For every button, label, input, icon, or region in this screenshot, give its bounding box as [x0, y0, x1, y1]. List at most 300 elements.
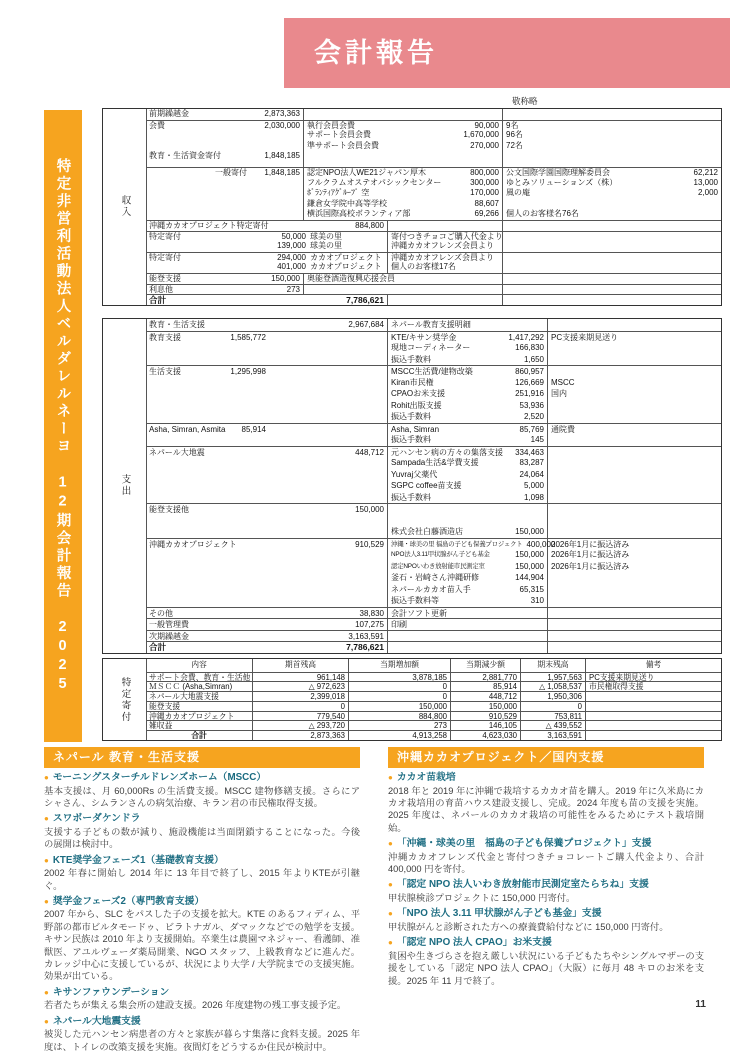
remark-cell: [503, 294, 721, 305]
remark-amount: [714, 121, 718, 131]
table-row: [103, 469, 721, 481]
remark-amount: [714, 549, 718, 561]
amount-value: [262, 400, 266, 412]
bullet-icon: [388, 938, 393, 947]
increase-cell: 150,000: [349, 701, 451, 711]
item-cell: [146, 130, 304, 141]
table-row: [103, 178, 721, 189]
remark-name: PC支援来期見送り: [551, 332, 619, 342]
remark-amount: [714, 457, 718, 469]
remark-amount: [714, 377, 718, 389]
remark-amount: [714, 209, 718, 220]
detail-amount: [540, 631, 544, 642]
table-row: [103, 331, 721, 343]
detail-cell: [388, 252, 503, 263]
item-cell: [146, 388, 388, 400]
income-vertical-label: 収入: [103, 109, 147, 305]
detail-amount: 270,000: [470, 140, 499, 150]
detail-name: 執行会員会費: [307, 120, 355, 130]
detail-name: Rohit出版支援: [391, 400, 442, 410]
note-cell: 市民権取得支援: [586, 681, 721, 691]
detail-cell: [388, 584, 548, 596]
note-cell: [586, 701, 721, 711]
sub-label: 球美の里: [310, 231, 342, 241]
detail-name: SGPC coffee苗支援: [391, 481, 462, 490]
amount-value: [262, 434, 266, 446]
table-row: [103, 252, 721, 263]
table-row: [103, 262, 721, 273]
detail-name: 横浜国際高校ボランティア部: [307, 209, 411, 219]
amount-value: 50,000: [281, 231, 306, 241]
table-row: [103, 209, 721, 220]
opening-balance-cell: 0: [253, 701, 349, 711]
table-row: [103, 572, 721, 584]
table-row: [103, 730, 721, 740]
remark-cell: [548, 331, 721, 343]
remark-cell: [503, 151, 721, 162]
table-row: [103, 109, 721, 120]
detail-amount: 88,607: [474, 198, 499, 208]
table-row: [103, 561, 721, 573]
support-item: [388, 908, 704, 933]
remark-cell: [548, 526, 721, 538]
remark-cell: [548, 630, 721, 642]
remark-amount: [714, 572, 718, 584]
table-row: [103, 400, 721, 412]
remark-amount: [714, 561, 718, 573]
detail-amount: 334,463: [515, 447, 544, 457]
table-row: [103, 411, 721, 423]
item-label: 教育・生活支援: [149, 320, 205, 329]
table-row: [103, 188, 721, 199]
detail-cell: [388, 331, 548, 343]
amount-value: 910,529: [355, 539, 384, 549]
amount-value: 1,295,998: [230, 367, 266, 376]
detail-cell: [388, 400, 548, 412]
table-row: [103, 701, 721, 711]
content-cell: 合計: [146, 730, 253, 740]
opening-balance-cell: 期首残高: [253, 659, 349, 672]
remark-amount: [714, 411, 718, 423]
item-label: Asha, Simran, Asmita: [149, 424, 226, 434]
detail-name: KTE/キサン奨学金: [391, 332, 457, 342]
detail-amount: 150,000: [515, 561, 544, 571]
detail-amount: 400,000: [526, 539, 556, 549]
item-cell: [146, 457, 388, 469]
detail-amount: 251,916: [515, 389, 544, 398]
table-row: [103, 151, 721, 162]
table-row: [103, 388, 721, 400]
item-cell: [146, 492, 388, 504]
remark-cell: [503, 109, 721, 120]
detail-cell: [388, 607, 548, 619]
sidebar-vertical-title: 特定非営利活動法人ベルダレルネーヨ 12期会計報告 2025: [54, 157, 71, 695]
detail-name: NPO法人3.11甲状腺がん子ども基金: [391, 551, 490, 558]
table-row: [103, 526, 721, 538]
detail-amount: 1,650: [523, 354, 544, 364]
detail-name: サポート会員会費: [307, 130, 371, 140]
support-item: [44, 1016, 360, 1053]
table-row: [103, 480, 721, 492]
remark-name: MSCC: [551, 377, 575, 387]
table-row: [103, 630, 721, 642]
remark-cell: [503, 252, 721, 263]
remark-cell: [548, 549, 721, 561]
item-cell: [146, 178, 304, 189]
detail-amount: [495, 241, 499, 252]
remark-cell: [548, 538, 721, 550]
remark-name: 2026年1月に振込済み: [551, 561, 630, 571]
detail-name: 振込手数料: [391, 435, 431, 444]
table-row: [103, 365, 721, 377]
detail-cell: [388, 262, 503, 273]
detail-amount: [540, 608, 544, 619]
remark-cell: [503, 231, 721, 242]
table-row: [103, 319, 721, 331]
detail-cell: [388, 492, 548, 504]
support-item-title: キサンファウンデーション: [52, 986, 170, 998]
remark-cell: [548, 400, 721, 412]
support-item-heading: [44, 855, 360, 868]
remark-amount: [714, 424, 718, 435]
content-cell: サポート会費、教育・生活他: [146, 672, 253, 682]
increase-cell: 当期増加額: [349, 659, 451, 672]
amount-value: [380, 549, 384, 561]
detail-cell: [388, 220, 503, 231]
item-cell: [146, 284, 304, 295]
opening-balance-cell: △ 293,720: [253, 720, 349, 730]
item-label: 一般管理費: [149, 620, 189, 629]
note-cell: [586, 691, 721, 701]
support-item-title: 「沖縄・球美の里 福島の子ども保養プロジェクト」支援: [396, 838, 652, 850]
detail-name: 準サポート会員会費: [307, 140, 379, 150]
table-row: [103, 457, 721, 469]
support-item-title: 奨学金フェーズ2（専門教育支援）: [52, 895, 205, 907]
detail-cell: [388, 641, 548, 653]
detail-amount: 170,000: [470, 188, 499, 198]
remark-amount: [714, 469, 718, 481]
detail-name: 印刷: [391, 620, 407, 629]
amount-value: 2,030,000: [264, 120, 300, 130]
item-cell: [146, 262, 388, 273]
detail-amount: [540, 619, 544, 630]
item-cell: [146, 209, 304, 220]
detail-amount: [540, 504, 544, 515]
support-item-title: KTE奨学金フェーズ1（基礎教育支援）: [52, 854, 224, 866]
detail-cell: [388, 549, 548, 561]
detail-cell: [304, 109, 503, 120]
remark-cell: [548, 446, 721, 458]
amount-value: 139,000: [277, 241, 306, 251]
item-cell: [146, 561, 388, 573]
amount-value: 448,712: [355, 447, 384, 457]
table-row: [103, 130, 721, 141]
opening-balance-cell: 961,148: [253, 672, 349, 682]
amount-value: 2,967,684: [348, 320, 384, 329]
item-label: 前期繰越金: [149, 109, 189, 118]
bullet-icon: [44, 856, 49, 865]
remark-amount: [714, 241, 718, 252]
detail-amount: [495, 253, 499, 263]
detail-cell: [388, 342, 548, 354]
remark-amount: [714, 199, 718, 210]
remark-amount: [714, 388, 718, 400]
item-cell: [146, 109, 304, 120]
remark-cell: [548, 618, 721, 630]
opening-balance-cell: 779,540: [253, 711, 349, 721]
note-cell: [586, 730, 721, 740]
detail-amount: 83,287: [519, 458, 544, 467]
table-row: [103, 549, 721, 561]
remark-name: 公文国際学園国際理解委員会: [506, 167, 610, 177]
decrease-cell: 4,623,030: [451, 730, 521, 740]
remark-cell: [548, 515, 721, 527]
item-cell: [146, 188, 304, 199]
support-item-heading: [388, 908, 704, 921]
decrease-cell: 85,914: [451, 681, 521, 691]
support-item-title: カカオ苗栽培: [396, 772, 456, 783]
item-cell: [146, 446, 388, 458]
support-item-heading: [388, 772, 704, 785]
support-item-body: 被災した元ハンセン病患者の方々と家族が暮らす集落に食料支援。2025 年度は、トイレの改築支援を実施。夜間灯をどうするか住民が検討中。: [44, 1029, 360, 1052]
bullet-icon: [44, 773, 49, 782]
amount-value: 3,163,591: [348, 631, 384, 641]
remark-cell: [503, 220, 721, 231]
item-cell: [146, 120, 304, 131]
remark-cell: [548, 607, 721, 619]
remark-cell: [548, 480, 721, 492]
designated-donation-table: [102, 658, 722, 741]
sub-label: 球美の里: [310, 241, 342, 251]
item-cell: [146, 331, 388, 343]
item-cell: [146, 641, 388, 653]
amount-value: [262, 411, 266, 423]
remark-cell: [503, 284, 721, 295]
detail-amount: 310: [530, 596, 544, 605]
detail-cell: [304, 209, 503, 220]
table-row: [103, 294, 721, 305]
remark-amount: [714, 295, 718, 305]
remark-cell: [548, 469, 721, 481]
remark-amount: [714, 400, 718, 412]
remark-cell: [503, 262, 721, 273]
honorific-note: 敬称略: [512, 96, 538, 106]
detail-cell: [388, 365, 548, 377]
item-cell: [146, 220, 388, 231]
item-label: 能登支援: [149, 273, 181, 283]
remark-amount: [714, 109, 718, 120]
detail-amount: 5,000: [523, 481, 544, 490]
remark-amount: [714, 504, 718, 515]
content-cell: 雑収益: [146, 720, 253, 730]
detail-name: 奥能登酒造復興応援会員: [307, 273, 395, 283]
item-cell: [146, 515, 388, 527]
remark-amount: [714, 526, 718, 538]
bullet-icon: [388, 909, 393, 918]
detail-name: ネパールカカオ苗入手: [391, 584, 471, 594]
remark-cell: [548, 388, 721, 400]
item-cell: [146, 319, 388, 331]
bullet-icon: [388, 880, 393, 889]
remark-cell: [548, 595, 721, 607]
amount-value: [380, 457, 384, 469]
detail-amount: [540, 515, 544, 527]
support-item-heading: [44, 1016, 360, 1029]
increase-cell: 273: [349, 720, 451, 730]
item-cell: [146, 538, 388, 550]
increase-cell: 0: [349, 691, 451, 701]
remark-name: 96名: [506, 130, 523, 140]
item-cell: [146, 141, 304, 152]
remark-cell: [503, 178, 721, 189]
detail-amount: 69,266: [474, 209, 499, 219]
support-item-heading: [388, 838, 704, 851]
decrease-cell: 当期減少額: [451, 659, 521, 672]
amount-value: [296, 199, 300, 210]
detail-cell: [304, 199, 503, 210]
bullet-icon: [44, 897, 49, 906]
increase-cell: 4,913,258: [349, 730, 451, 740]
detail-cell: [388, 515, 548, 527]
remark-name: ゆとみソリューションズ（株）: [506, 177, 618, 187]
amount-value: 107,275: [355, 620, 384, 629]
table-row: [103, 720, 721, 730]
remark-amount: [714, 319, 718, 331]
support-item-heading: [388, 937, 704, 950]
item-cell: [146, 241, 388, 252]
item-cell: [146, 231, 388, 242]
remark-amount: [714, 515, 718, 527]
detail-cell: [388, 572, 548, 584]
item-cell: [146, 630, 388, 642]
detail-amount: 145: [530, 435, 544, 444]
item-cell: [146, 400, 388, 412]
remark-amount: [714, 584, 718, 596]
expense-table: [102, 318, 722, 654]
bullet-icon: [388, 773, 393, 782]
support-item-heading: [388, 879, 704, 892]
item-cell: [146, 377, 388, 389]
page-header-banner: [284, 18, 730, 88]
detail-cell: [304, 120, 503, 131]
item-cell: [146, 342, 388, 354]
support-item: [388, 772, 704, 834]
detail-name: CPAOお米支援: [391, 389, 446, 398]
remark-amount: [714, 262, 718, 273]
amount-value: [296, 178, 300, 189]
item-cell: [146, 572, 388, 584]
detail-cell: [388, 354, 548, 366]
remark-amount: [714, 354, 718, 366]
note-cell: [586, 711, 721, 721]
detail-name: 寄付つきチョコご購入代金より: [391, 231, 503, 241]
note-cell: 備考: [645, 660, 662, 669]
amount-value: [380, 584, 384, 596]
support-item-body: 沖縄カカオフレンズ代金と寄付つきチョコレートご購入代金より、合計 400,000 円を寄付。: [388, 851, 704, 875]
remark-cell: [503, 273, 721, 284]
detail-cell: [304, 130, 503, 141]
support-item: [388, 838, 704, 875]
detail-cell: [304, 284, 503, 295]
amount-value: [262, 377, 266, 389]
remark-amount: [714, 151, 718, 162]
item-cell: [146, 607, 388, 619]
amount-value: 884,800: [355, 220, 384, 230]
content-cell: 沖縄カカオプロジェクト: [146, 711, 253, 721]
item-label: 教育・生活資金寄付: [149, 151, 221, 161]
closing-balance-cell: 0: [521, 701, 586, 711]
detail-cell: [388, 503, 548, 515]
remark-cell: [503, 167, 721, 178]
remark-cell: [548, 411, 721, 423]
detail-amount: 1,670,000: [463, 130, 499, 140]
amount-value: [380, 526, 384, 538]
item-cell: [146, 365, 388, 377]
detail-cell: [304, 167, 503, 178]
item-label: 合計: [149, 295, 167, 306]
detail-cell: [388, 377, 548, 389]
table-row: [103, 618, 721, 630]
detail-cell: [388, 526, 548, 538]
amount-value: [296, 188, 300, 199]
detail-amount: 2,520: [523, 412, 544, 421]
expense-vertical-label: 支出: [103, 319, 147, 653]
table-row: [103, 342, 721, 354]
amount-value: [296, 130, 300, 141]
amount-value: [262, 342, 266, 354]
item-label: 一般寄付: [215, 167, 247, 177]
item-cell: [146, 549, 388, 561]
item-cell: [146, 411, 388, 423]
fund-table-body: [103, 659, 721, 740]
amount-value: [380, 595, 384, 607]
support-item-body: 2002 年春に開始し 2014 年に 13 年目で終了し、2015 年よりKTEが引継ぐ。: [44, 868, 360, 891]
detail-name: 会計ソフト更新: [391, 608, 447, 618]
detail-amount: [540, 642, 544, 653]
support-item-heading: [44, 987, 360, 1000]
item-label: 特定寄付: [149, 231, 181, 241]
support-item-title: スワボーダケンドラ: [52, 813, 141, 825]
table-row: [103, 711, 721, 721]
remark-amount: [714, 539, 718, 550]
decrease-cell: 150,000: [451, 701, 521, 711]
item-label: 会費: [149, 120, 165, 130]
detail-cell: [388, 538, 556, 550]
detail-name: 沖縄カカオフレンズ会員より: [391, 252, 494, 262]
page-title: 会計報告: [314, 38, 438, 68]
remark-cell: [503, 199, 721, 210]
increase-cell: 884,800: [349, 711, 451, 721]
remark-amount: [714, 434, 718, 446]
remark-name: 風の庵: [506, 188, 530, 198]
table-row: [103, 681, 721, 691]
remark-amount: [714, 130, 718, 141]
remark-cell: [548, 561, 721, 573]
detail-cell: [388, 434, 548, 446]
support-item: [388, 879, 704, 904]
bullet-icon: [388, 839, 393, 848]
item-cell: [146, 199, 304, 210]
detail-amount: 800,000: [470, 167, 499, 177]
support-item: [44, 855, 360, 892]
remark-name: 9名: [506, 120, 519, 130]
detail-amount: [540, 319, 544, 331]
remark-amount: [714, 221, 718, 231]
sidebar-tab: [44, 110, 82, 742]
detail-amount: [495, 151, 499, 162]
item-cell: [146, 423, 388, 435]
remark-cell: [548, 641, 721, 653]
